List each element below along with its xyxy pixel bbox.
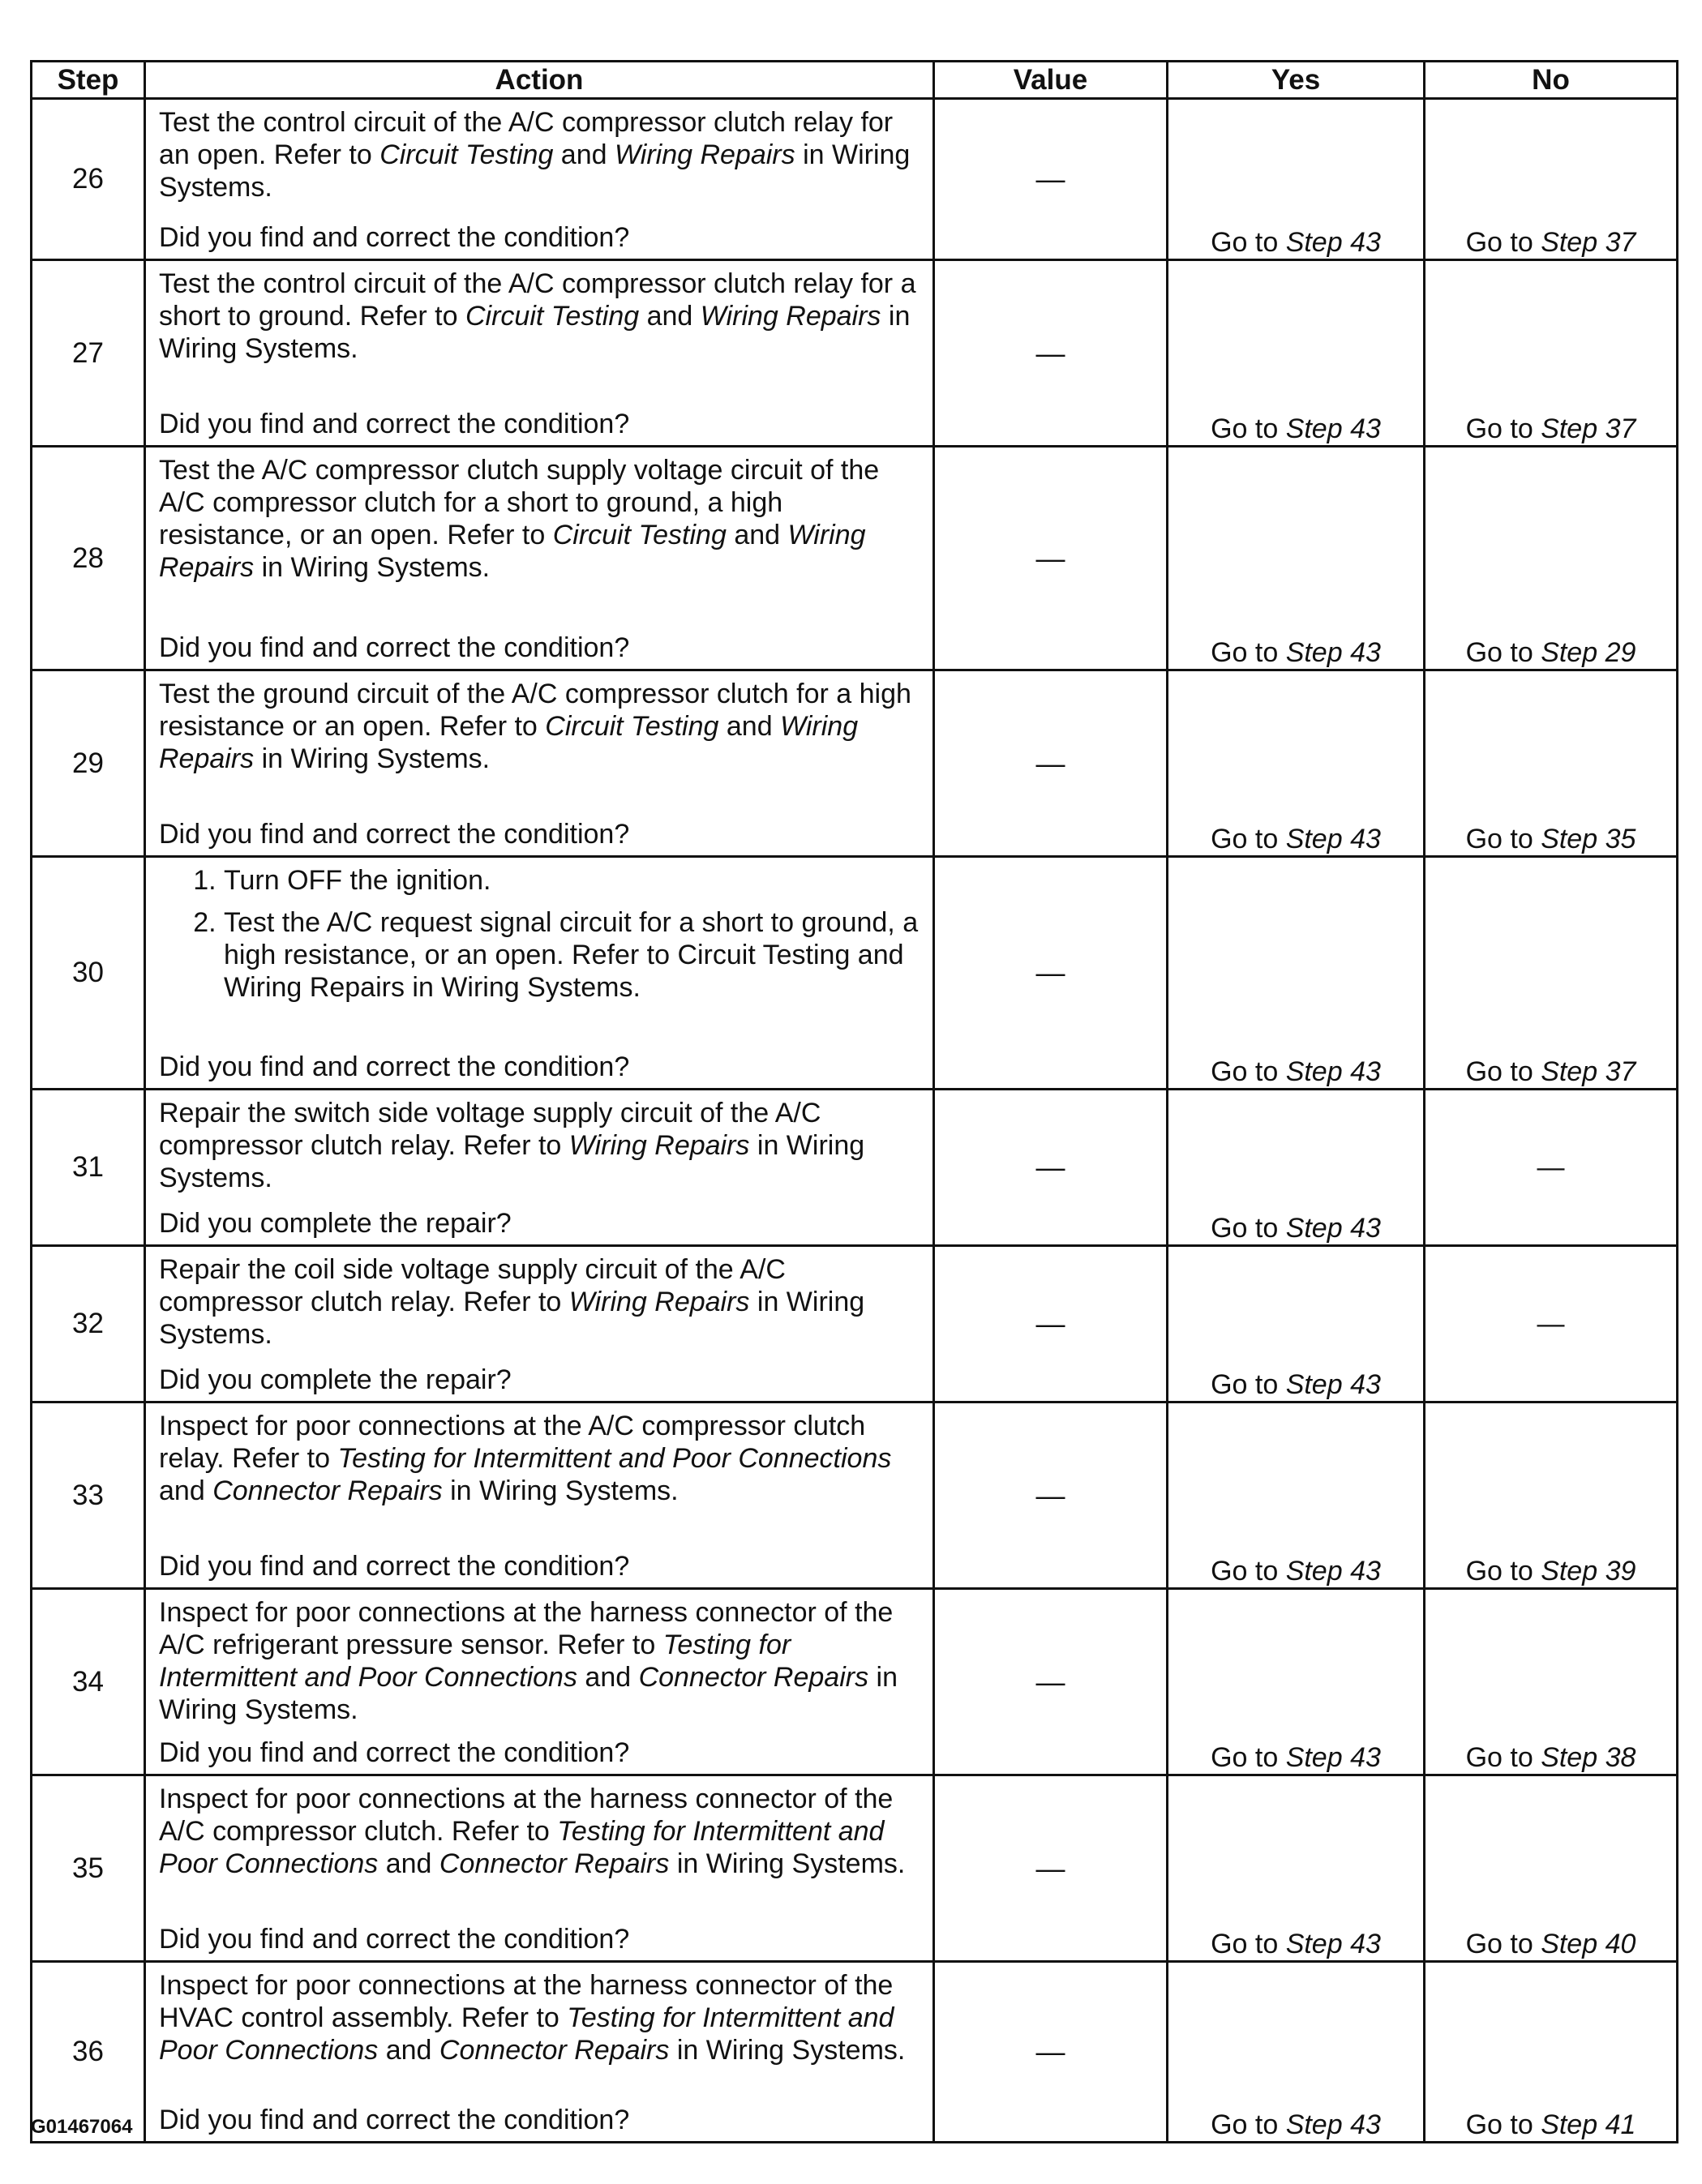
no-cell bbox=[1425, 99, 1678, 260]
yes-cell bbox=[1168, 857, 1425, 1090]
action-text-segment: in Wiring Systems. bbox=[404, 972, 641, 1003]
yes-goto-text: Go to bbox=[1211, 1056, 1286, 1087]
no-goto-text: Go to bbox=[1465, 1929, 1541, 1959]
yes-cell bbox=[1168, 1962, 1425, 2143]
yes-step-reference: Step 43 bbox=[1285, 1556, 1381, 1587]
action-question: Did you find and correct the condition? bbox=[159, 2105, 630, 2135]
value-cell: — bbox=[934, 1589, 1168, 1775]
action-cell bbox=[145, 1090, 934, 1246]
action-text-segment: in Wiring Systems. bbox=[669, 2035, 906, 2066]
action-reference: Wiring Repairs bbox=[159, 520, 866, 583]
no-goto-text: Go to bbox=[1465, 824, 1541, 854]
yes-goto-text: Go to bbox=[1211, 1556, 1286, 1587]
yes-goto-text: Go to bbox=[1211, 637, 1286, 668]
value-cell: — bbox=[934, 1775, 1168, 1962]
action-text-segment: and bbox=[159, 1475, 213, 1506]
step-number: 28 bbox=[32, 447, 145, 670]
no-step-reference: Step 38 bbox=[1541, 1742, 1636, 1773]
action-text bbox=[159, 1097, 923, 1194]
action-reference: Testing for Intermittent and Poor Connections bbox=[159, 1816, 885, 1879]
action-question: Did you find and correct the condition? bbox=[159, 1924, 630, 1955]
no-step-reference: Step 35 bbox=[1541, 824, 1636, 854]
action-text bbox=[159, 106, 923, 203]
action-reference: Wiring Repairs bbox=[568, 1287, 750, 1317]
action-text-segment: Repair the switch side voltage supply circuit of the A/C compressor clutch relay. Refer to bbox=[159, 1098, 821, 1161]
action-text-segment: Test the A/C request signal circuit for a short to ground, a high resistance, or an open. Refer to bbox=[224, 907, 919, 970]
action-reference: Wiring Repairs bbox=[614, 139, 795, 170]
action-question: Did you find and correct the condition? bbox=[159, 819, 630, 850]
action-text-segment: and bbox=[378, 2035, 439, 2066]
action-content bbox=[146, 1247, 932, 1401]
yes-step-reference: Step 43 bbox=[1285, 2109, 1381, 2140]
yes-goto-text: Go to bbox=[1211, 1929, 1286, 1959]
action-question: Did you find and correct the condition? bbox=[159, 1737, 630, 1768]
step-number: 32 bbox=[32, 1246, 145, 1402]
yes-cell bbox=[1168, 1090, 1425, 1246]
action-reference: Testing for Intermittent and Poor Connections bbox=[159, 1629, 791, 1693]
value-cell: — bbox=[934, 1962, 1168, 2143]
action-text-segment: and bbox=[726, 520, 788, 550]
action-text bbox=[159, 268, 923, 365]
yes-step-reference: Step 43 bbox=[1285, 1056, 1381, 1087]
table-row bbox=[32, 1246, 1678, 1402]
action-text-segment: Inspect for poor connections at the harness connector of the HVAC control assembly. Refer to bbox=[159, 1970, 894, 2033]
yes-cell bbox=[1168, 447, 1425, 670]
no-cell bbox=[1425, 670, 1678, 857]
action-text bbox=[159, 1969, 923, 2066]
action-text-segment: Test the ground circuit of the A/C compressor clutch for a high resistance or an open. Refer to bbox=[159, 679, 911, 742]
yes-cell bbox=[1168, 1775, 1425, 1962]
action-content bbox=[146, 1590, 932, 1774]
no-cell bbox=[1425, 1589, 1678, 1775]
yes-step-reference: Step 43 bbox=[1285, 637, 1381, 668]
step-number: 26 bbox=[32, 99, 145, 260]
action-cell bbox=[145, 1962, 934, 2143]
action-cell bbox=[145, 260, 934, 447]
no-cell bbox=[1425, 260, 1678, 447]
no-step-reference: Step 41 bbox=[1541, 2109, 1636, 2140]
no-step-reference: Step 29 bbox=[1541, 637, 1636, 668]
action-cell bbox=[145, 447, 934, 670]
step-number: 34 bbox=[32, 1589, 145, 1775]
value-cell: — bbox=[934, 670, 1168, 857]
table-row bbox=[32, 1090, 1678, 1246]
step-number: 29 bbox=[32, 670, 145, 857]
action-reference: Circuit Testing bbox=[379, 139, 554, 170]
action-reference: Circuit Testing bbox=[677, 940, 851, 970]
action-text-segment: in Wiring Systems. bbox=[159, 1130, 865, 1193]
action-reference: Circuit Testing bbox=[465, 301, 640, 332]
header-row bbox=[32, 62, 1678, 99]
action-text bbox=[159, 1783, 923, 1880]
yes-cell bbox=[1168, 1589, 1425, 1775]
header-action: Action bbox=[145, 62, 934, 99]
yes-goto-text: Go to bbox=[1211, 1213, 1286, 1244]
value-cell: — bbox=[934, 99, 1168, 260]
no-cell bbox=[1425, 1775, 1678, 1962]
action-question: Did you complete the repair? bbox=[159, 1208, 512, 1239]
table-body bbox=[32, 99, 1678, 2143]
no-step-reference: Step 37 bbox=[1541, 1056, 1636, 1087]
table-row bbox=[32, 1589, 1678, 1775]
action-text-segment: and bbox=[850, 940, 904, 970]
header-yes: Yes bbox=[1168, 62, 1425, 99]
action-text-segment: Test the control circuit of the A/C compressor clutch relay for an open. Refer to bbox=[159, 107, 894, 170]
action-steps-list bbox=[159, 864, 923, 1004]
action-text-segment: in Wiring Systems. bbox=[669, 1848, 906, 1879]
action-list-item bbox=[224, 906, 923, 1004]
action-reference: Wiring Repairs bbox=[159, 711, 859, 774]
no-step-reference: Step 39 bbox=[1541, 1556, 1636, 1587]
yes-goto-text: Go to bbox=[1211, 824, 1286, 854]
action-reference: Connector Repairs bbox=[638, 1662, 869, 1693]
step-number: 36 bbox=[32, 1962, 145, 2143]
action-reference: Connector Repairs bbox=[439, 1848, 670, 1879]
action-reference: Wiring Repairs bbox=[224, 972, 405, 1003]
no-goto-text: Go to bbox=[1465, 1742, 1541, 1773]
yes-step-reference: Step 43 bbox=[1285, 1369, 1381, 1400]
action-text bbox=[159, 1596, 923, 1726]
header-value: Value bbox=[934, 62, 1168, 99]
action-reference: Circuit Testing bbox=[552, 520, 727, 550]
action-cell bbox=[145, 1402, 934, 1589]
table-row bbox=[32, 857, 1678, 1090]
header-step: Step bbox=[32, 62, 145, 99]
action-question: Did you find and correct the condition? bbox=[159, 1551, 630, 1582]
action-text-segment: in Wiring Systems. bbox=[159, 301, 911, 364]
no-cell bbox=[1425, 447, 1678, 670]
yes-step-reference: Step 43 bbox=[1285, 227, 1381, 258]
no-step-reference: Step 40 bbox=[1541, 1929, 1636, 1959]
table-row bbox=[32, 670, 1678, 857]
no-goto-text: Go to bbox=[1465, 1056, 1541, 1087]
step-number: 31 bbox=[32, 1090, 145, 1246]
table-row bbox=[32, 1775, 1678, 1962]
yes-goto-text: Go to bbox=[1211, 227, 1286, 258]
no-goto-text: Go to bbox=[1465, 413, 1541, 444]
action-reference: Circuit Testing bbox=[545, 711, 719, 742]
action-text bbox=[159, 454, 923, 584]
action-text-segment: Inspect for poor connections at the A/C compressor clutch relay. Refer to bbox=[159, 1411, 866, 1474]
step-number: 30 bbox=[32, 857, 145, 1090]
no-goto-text: Go to bbox=[1465, 637, 1541, 668]
value-cell: — bbox=[934, 1402, 1168, 1589]
yes-step-reference: Step 43 bbox=[1285, 1213, 1381, 1244]
action-content bbox=[146, 448, 932, 669]
action-text bbox=[159, 1253, 923, 1351]
no-cell bbox=[1425, 1962, 1678, 2143]
action-text-segment: Test the control circuit of the A/C compressor clutch relay for a short to ground. Refer to bbox=[159, 268, 916, 332]
header-no: No bbox=[1425, 62, 1678, 99]
action-cell bbox=[145, 1589, 934, 1775]
yes-step-reference: Step 43 bbox=[1285, 1742, 1381, 1773]
yes-cell bbox=[1168, 260, 1425, 447]
no-step-reference: Step 37 bbox=[1541, 227, 1636, 258]
value-cell: — bbox=[934, 857, 1168, 1090]
action-text-segment: and bbox=[718, 711, 781, 742]
action-text bbox=[159, 678, 923, 775]
action-text-segment: Repair the coil side voltage supply circuit of the A/C compressor clutch relay. Refer to bbox=[159, 1254, 786, 1317]
action-cell bbox=[145, 99, 934, 260]
yes-cell bbox=[1168, 1246, 1425, 1402]
no-dash: — bbox=[1537, 1308, 1565, 1339]
yes-step-reference: Step 43 bbox=[1285, 413, 1381, 444]
action-text-segment: in Wiring Systems. bbox=[159, 1287, 865, 1350]
action-reference: Testing for Intermittent and Poor Connections bbox=[159, 2002, 894, 2066]
action-content bbox=[146, 100, 932, 259]
action-reference: Testing for Intermittent and Poor Connections bbox=[337, 1443, 892, 1474]
yes-cell bbox=[1168, 670, 1425, 857]
action-content bbox=[146, 671, 932, 855]
value-cell: — bbox=[934, 260, 1168, 447]
yes-goto-text: Go to bbox=[1211, 1742, 1286, 1773]
diagnostic-table bbox=[30, 60, 1678, 2143]
table-row bbox=[32, 260, 1678, 447]
action-cell bbox=[145, 857, 934, 1090]
no-goto-text: Go to bbox=[1465, 1556, 1541, 1587]
no-goto-text: Go to bbox=[1465, 2109, 1541, 2140]
no-cell bbox=[1425, 1246, 1678, 1402]
no-step-reference: Step 37 bbox=[1541, 413, 1636, 444]
no-dash: — bbox=[1537, 1151, 1565, 1183]
action-content bbox=[146, 858, 932, 1088]
action-text-segment: Test the A/C compressor clutch supply voltage circuit of the A/C compressor clutch for a short to ground, a high resistance, or an open. Refer to bbox=[159, 455, 880, 550]
step-number: 33 bbox=[32, 1402, 145, 1589]
action-cell bbox=[145, 670, 934, 857]
yes-step-reference: Step 43 bbox=[1285, 1929, 1381, 1959]
yes-cell bbox=[1168, 1402, 1425, 1589]
no-cell bbox=[1425, 857, 1678, 1090]
action-question: Did you find and correct the condition? bbox=[159, 1051, 630, 1082]
action-content bbox=[146, 1090, 932, 1244]
step-number: 27 bbox=[32, 260, 145, 447]
yes-goto-text: Go to bbox=[1211, 1369, 1286, 1400]
no-cell bbox=[1425, 1090, 1678, 1246]
yes-step-reference: Step 43 bbox=[1285, 824, 1381, 854]
table-row bbox=[32, 447, 1678, 670]
action-cell bbox=[145, 1775, 934, 1962]
action-text-segment: in Wiring Systems. bbox=[254, 552, 491, 583]
action-text-segment: and bbox=[639, 301, 701, 332]
table-row bbox=[32, 99, 1678, 260]
no-cell bbox=[1425, 1402, 1678, 1589]
action-text-segment: and bbox=[577, 1662, 639, 1693]
action-text-segment: and bbox=[378, 1848, 439, 1879]
action-reference: Connector Repairs bbox=[439, 2035, 670, 2066]
action-question: Did you find and correct the condition? bbox=[159, 632, 630, 663]
action-reference: Wiring Repairs bbox=[700, 301, 881, 332]
table-row bbox=[32, 1962, 1678, 2143]
yes-cell bbox=[1168, 99, 1425, 260]
action-text-segment: in Wiring Systems. bbox=[442, 1475, 679, 1506]
action-text-segment: Turn OFF the ignition. bbox=[224, 865, 491, 896]
action-reference: Wiring Repairs bbox=[568, 1130, 750, 1161]
table-row bbox=[32, 1402, 1678, 1589]
action-list-item bbox=[224, 864, 923, 897]
action-text-segment: in Wiring Systems. bbox=[159, 1662, 898, 1725]
yes-goto-text: Go to bbox=[1211, 413, 1286, 444]
action-text-segment: in Wiring Systems. bbox=[254, 743, 491, 774]
action-text bbox=[159, 1410, 923, 1507]
action-question: Did you complete the repair? bbox=[159, 1364, 512, 1395]
step-number: 35 bbox=[32, 1775, 145, 1962]
value-cell: — bbox=[934, 447, 1168, 670]
action-question: Did you find and correct the condition? bbox=[159, 409, 630, 439]
action-content bbox=[146, 1403, 932, 1587]
action-text-segment: in Wiring Systems. bbox=[159, 139, 911, 203]
no-goto-text: Go to bbox=[1465, 227, 1541, 258]
action-text-segment: Inspect for poor connections at the harness connector of the A/C compressor clutch. Refer to bbox=[159, 1784, 894, 1847]
action-text-segment: Inspect for poor connections at the harness connector of the A/C refrigerant pressure sensor. Refer to bbox=[159, 1597, 894, 1660]
action-text-segment: and bbox=[553, 139, 615, 170]
value-cell: — bbox=[934, 1246, 1168, 1402]
action-content bbox=[146, 1963, 932, 2141]
action-reference: Connector Repairs bbox=[212, 1475, 443, 1506]
yes-goto-text: Go to bbox=[1211, 2109, 1286, 2140]
action-content bbox=[146, 1776, 932, 1960]
action-cell bbox=[145, 1246, 934, 1402]
action-content bbox=[146, 261, 932, 445]
action-question: Did you find and correct the condition? bbox=[159, 222, 630, 253]
value-cell: — bbox=[934, 1090, 1168, 1246]
figure-code: G01467064 bbox=[31, 2116, 133, 2138]
